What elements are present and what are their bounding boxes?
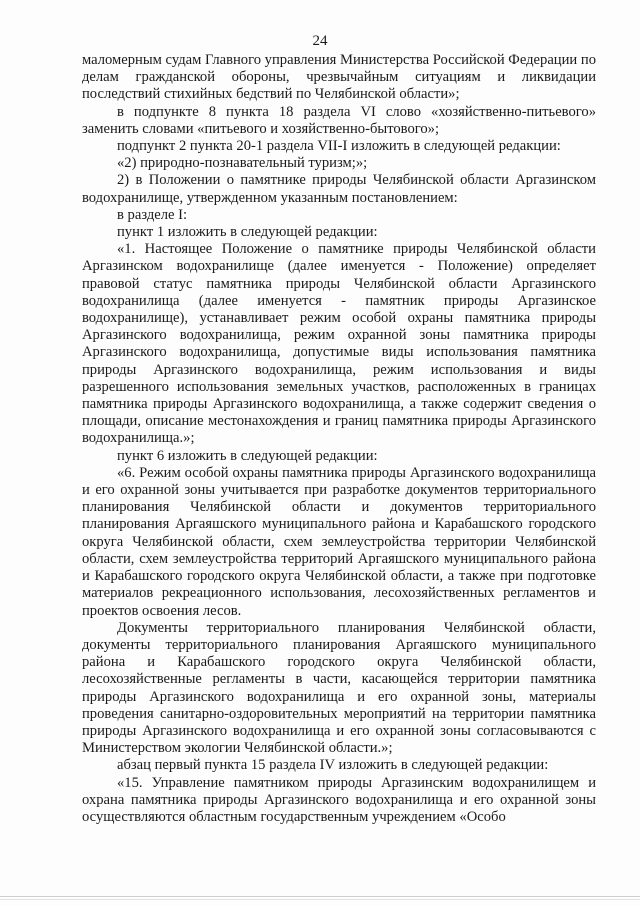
page-number: 24 [312, 33, 328, 49]
paragraph-10: «6. Режим особой охраны памятника природы Аргазинского водохранилища и его охранной зоны учитывается при разработке документов территориального планирования Челябинской области и документов территориального планирования Аргаяшского муниципального района и Карабашского городского округа Челябинской области, схем землеустройства территории Челябинской области, схем землеустройства территорий Аргаяшского муниципального района и Карабашского городского округа Челябинской области, а также при подготовке материалов рекреационного использования, лесохозяйственных регламентов и проектов освоения лесов. [82, 464, 596, 619]
paragraph-9: пункт 6 изложить в следующей редакции: [117, 447, 378, 464]
paragraph-12: абзац первый пункта 15 раздела IV изложить в следующей редакции: [117, 757, 549, 774]
paragraph-11: Документы территориального планирования Челябинской области, документы территориального планирования Аргаяшского муниципального района и Карабашского городского округа Челябинской области, лесохозяйственные регламенты в части, касающейся территории памятника природы Аргазинского водохранилища и его охранной зоны, материалы проведения санитарно-оздоровительных мероприятий на территории памятника природы Аргазинского водохранилища и его охранной зоны согласовываются с Министерством экологии Челябинской области.»; [82, 619, 596, 757]
paragraph-2: в подпункте 8 пункта 18 раздела VI слово «хозяйственно-питьевого» заменить словами «питьевого и хозяйственно-бытового»; [82, 103, 596, 137]
paragraph-8: «1. Настоящее Положение о памятнике природы Челябинской области Аргазинском водохранилище (далее именуется - Положение) определяет правовой статус памятника природы Челябинской области Аргазинского водохранилища (далее именуется - памятник природы Аргазинское водохранилище), устанавливает режим особой охраны памятника природы Аргазинского водохранилища, режим охранной зоны памятника природы Аргазинского водохранилища, допустимые виды использования памятника природы Аргазинского водохранилища, режим использования и виды разрешенного использования земельных участков, расположенных в границах памятника природы Аргазинского водохранилища, а также содержит сведения о площади, описание местонахождения и границ памятника природы Аргазинского водохранилища.»; [82, 241, 596, 447]
paragraph-5: 2) в Положении о памятнике природы Челябинской области Аргазинском водохранилище, утвержденном указанным постановлением: [82, 172, 596, 206]
paragraph-3: подпункт 2 пункта 20-1 раздела VII-I изложить в следующей редакции: [117, 138, 561, 155]
paragraph-13: «15. Управление памятником природы Аргазинским водохранилищем и охрана памятника природы Аргазинского водохранилища и его охранной зоны осуществляются областным государственным учреждением «Особо [82, 774, 596, 825]
paragraph-4: «2) природно-познавательный туризм;»; [117, 155, 368, 172]
scan-edge-line [0, 899, 640, 900]
scan-edge-line [0, 896, 640, 897]
paragraph-1: маломерным судам Главного управления Министерства Российской Федерации по делам гражданской обороны, чрезвычайным ситуациям и ликвидации последствий стихийных бедствий по Челябинской области»; [82, 52, 596, 103]
paragraph-7: пункт 1 изложить в следующей редакции: [117, 224, 378, 241]
document-body [82, 52, 596, 826]
paragraph-6: в разделе I: [117, 206, 188, 223]
